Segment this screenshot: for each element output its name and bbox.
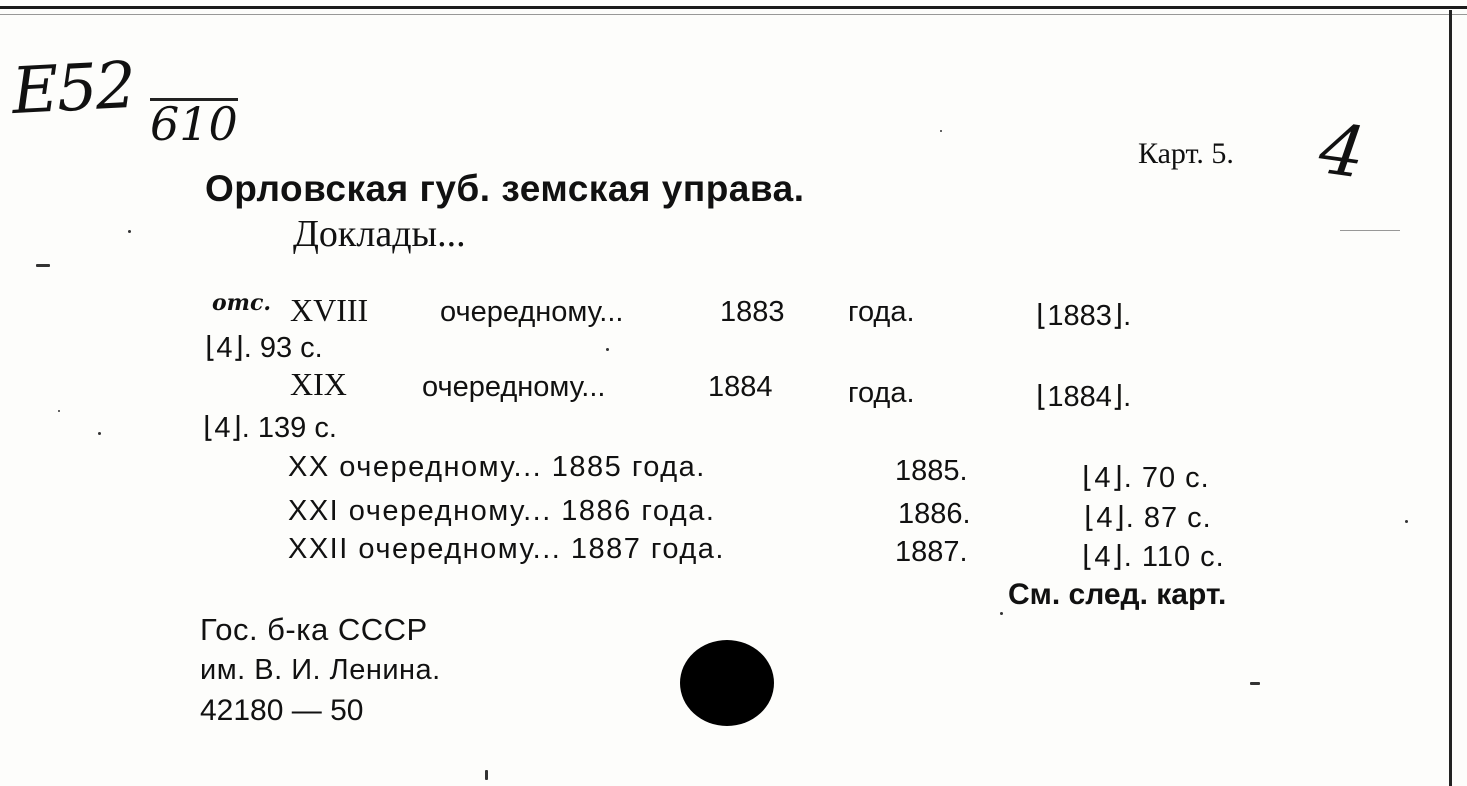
entry-4-year: 1886. <box>898 498 971 530</box>
entry-1-number: XVIII <box>290 292 369 328</box>
entry-1-word: года. <box>848 296 915 328</box>
card-label: Карт. 5. <box>1138 137 1234 170</box>
card-right-border <box>1449 10 1452 786</box>
scan-speck <box>98 432 101 435</box>
scan-speck <box>36 264 50 267</box>
entry-2-pages: ⌊4⌋. 139 с. <box>203 412 337 444</box>
entry-2-text: очередному... <box>422 371 606 403</box>
entry-2-year: 1884 <box>708 371 773 403</box>
scan-speck <box>1250 682 1260 685</box>
see-next-card: См. след. карт. <box>1008 578 1227 611</box>
entry-4-pages: ⌊4⌋. 87 с. <box>1084 502 1212 534</box>
prefix-handwritten: отс. <box>212 290 272 316</box>
card-label-handwritten: 4 <box>1314 107 1371 195</box>
library-line-3: 42180 — 50 <box>200 694 364 727</box>
punch-hole <box>680 640 774 726</box>
library-line-1: Гос. б-ка СССР <box>200 612 428 647</box>
entry-5-line: XXII очередному... 1887 года. <box>288 533 725 565</box>
scan-speck <box>485 770 488 780</box>
entry-1-year: 1883 <box>720 296 785 328</box>
card-top-border <box>0 6 1467 9</box>
entry-1-bracket: ⌊1883⌋. <box>1036 300 1132 332</box>
scan-speck <box>1405 520 1408 523</box>
entry-2-bracket: ⌊1884⌋. <box>1036 381 1132 413</box>
card-subheading: Доклады... <box>293 213 466 255</box>
shelfmark-sub: 610 <box>150 97 238 151</box>
library-line-2: им. В. И. Ленина. <box>200 654 441 686</box>
entry-2-word: года. <box>848 377 915 409</box>
entry-4-line: XXI очередному... 1886 года. <box>288 495 716 527</box>
entry-1-text: очередному... <box>440 296 624 328</box>
entry-2-number: XIX <box>290 366 347 402</box>
card-heading: Орловская губ. земская управа. <box>205 168 805 209</box>
card-top-rule <box>0 14 1467 15</box>
shelfmark: Е52 <box>10 48 137 130</box>
scan-speck <box>58 410 60 412</box>
scan-speck <box>606 348 609 351</box>
scan-speck <box>1000 612 1003 615</box>
entry-5-year: 1887. <box>895 536 968 568</box>
entry-5-pages: ⌊4⌋. 110 с. <box>1082 541 1225 573</box>
scan-speck <box>128 230 131 233</box>
entry-3-line: XX очередному... 1885 года. <box>288 451 706 483</box>
entry-3-pages: ⌊4⌋. 70 с. <box>1082 462 1210 494</box>
entry-1-pages: ⌊4⌋. 93 с. <box>205 332 323 364</box>
scan-speck <box>1340 230 1400 231</box>
entry-3-year: 1885. <box>895 455 968 487</box>
scan-speck <box>940 130 942 132</box>
